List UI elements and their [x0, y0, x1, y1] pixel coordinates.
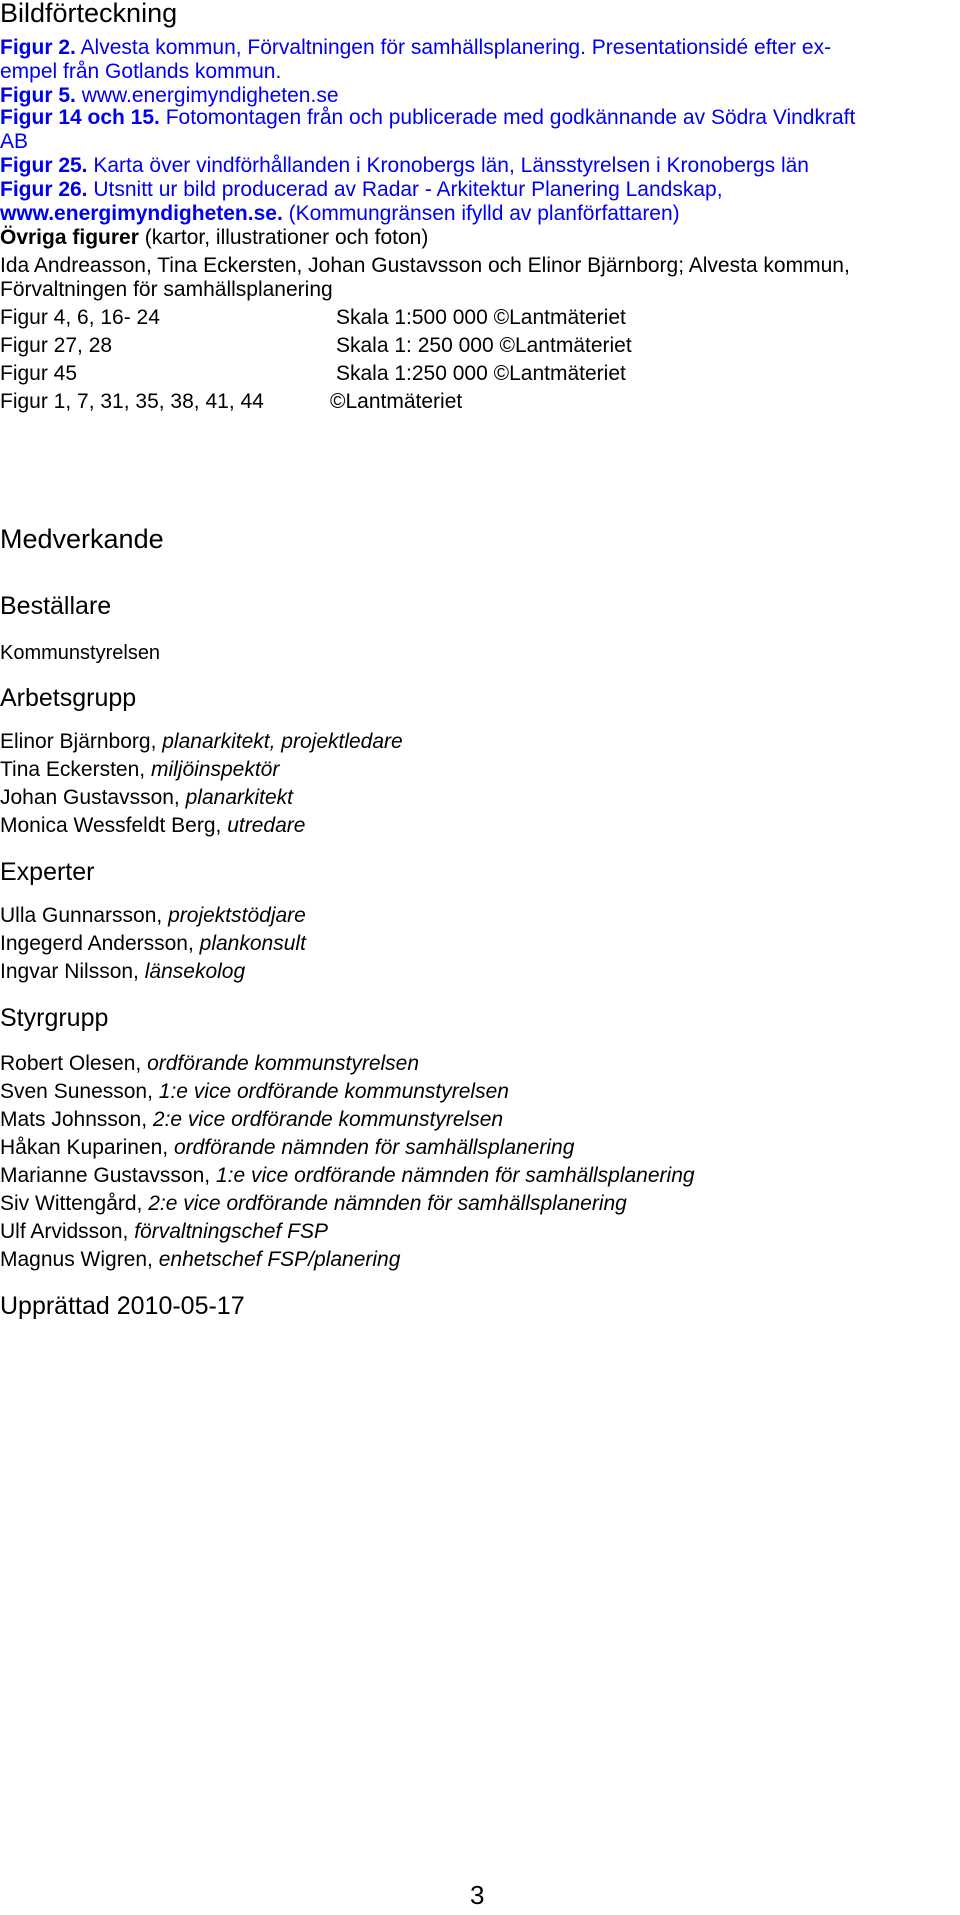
arbetsgrupp-member: Tina Eckersten, miljöinspektör: [0, 758, 280, 781]
figur25-line: Figur 25. Karta över vindförhållanden i Kronobergs län, Länsstyrelsen i Kronobergs län: [0, 154, 809, 177]
figur2-cont: empel från Gotlands kommun.: [0, 60, 282, 83]
styrgrupp-member: Magnus Wigren, enhetschef FSP/planering: [0, 1248, 401, 1271]
copyright-icon: ©: [493, 362, 510, 385]
arbetsgrupp-member: Elinor Bjärnborg, planarkitekt, projektledare: [0, 730, 403, 753]
experter-member: Ingvar Nilsson, länsekolog: [0, 960, 246, 983]
ovriga-figurer-line: Övriga figurer (kartor, illustrationer och foton): [0, 226, 429, 249]
styrgrupp-member: Håkan Kuparinen, ordförande nämnden för samhällsplanering: [0, 1136, 575, 1159]
figur26-line: Figur 26. Utsnitt ur bild producerad av Radar - Arkitektur Planering Landskap,: [0, 178, 723, 201]
scale-row-skala: Skala 1:500 000 ©Lantmäteriet: [336, 306, 626, 329]
medverkande-heading: Medverkande: [0, 524, 164, 554]
scale-row-figur: Figur 27, 28: [0, 334, 113, 357]
scale-row-skala: Skala 1:250 000 ©Lantmäteriet: [336, 362, 626, 385]
figur5-line: Figur 5. www.energimyndigheten.se: [0, 84, 339, 107]
page-number: 3: [470, 1880, 485, 1910]
bestallare-name: Kommunstyrelsen: [0, 642, 161, 664]
figur26-cont: www.energimyndigheten.se. (Kommungränsen ifylld av planförfattaren): [0, 202, 680, 225]
scale-row-figur: Figur 45: [0, 362, 78, 385]
experter-heading: Experter: [0, 858, 95, 886]
credits-line-1: Ida Andreasson, Tina Eckersten, Johan Gustavsson och Elinor Bjärnborg; Alvesta kommun,: [0, 254, 850, 277]
copyright-icon: ©: [493, 306, 510, 329]
arbetsgrupp-heading: Arbetsgrupp: [0, 684, 137, 712]
scale-row-skala: Skala 1: 250 000 ©Lantmäteriet: [336, 334, 632, 357]
credits-line-2: Förvaltningen för samhällsplanering: [0, 278, 333, 301]
arbetsgrupp-member: Monica Wessfeldt Berg, utredare: [0, 814, 306, 837]
scale-row-figur: Figur 4, 6, 16- 24: [0, 306, 160, 329]
styrgrupp-member: Ulf Arvidsson, förvaltningschef FSP: [0, 1220, 328, 1243]
figur1415-cont: AB: [0, 130, 29, 153]
styrgrupp-member: Sven Sunesson, 1:e vice ordförande kommunstyrelsen: [0, 1080, 509, 1103]
scale-row-skala: ©Lantmäteriet: [330, 390, 463, 413]
experter-member: Ingegerd Andersson, plankonsult: [0, 932, 306, 955]
bildforteckning-heading: Bildförteckning: [0, 0, 178, 28]
styrgrupp-member: Mats Johnsson, 2:e vice ordförande kommunstyrelsen: [0, 1108, 504, 1131]
scale-row-figur: Figur 1, 7, 31, 35, 38, 41, 44: [0, 390, 264, 413]
experter-member: Ulla Gunnarsson, projektstödjare: [0, 904, 306, 927]
copyright-icon: ©: [499, 334, 515, 357]
styrgrupp-member: Robert Olesen, ordförande kommunstyrelsen: [0, 1052, 420, 1075]
styrgrupp-heading: Styrgrupp: [0, 1004, 109, 1032]
styrgrupp-member: Siv Wittengård, 2:e vice ordförande nämnden för samhällsplanering: [0, 1192, 627, 1215]
copyright-icon: ©: [330, 390, 346, 413]
arbetsgrupp-member: Johan Gustavsson, planarkitekt: [0, 786, 293, 809]
styrgrupp-member: Marianne Gustavsson, 1:e vice ordförande nämnden för samhällsplanering: [0, 1164, 695, 1187]
figur2-line: Figur 2. Alvesta kommun, Förvaltningen för samhällsplanering. Presentationsidé efter ex-: [0, 36, 832, 59]
bestallare-heading: Beställare: [0, 592, 112, 620]
figur1415-line: Figur 14 och 15. Fotomontagen från och publicerade med godkännande av Södra Vindkraft: [0, 106, 856, 129]
upprattad-date: Upprättad 2010-05-17: [0, 1292, 245, 1320]
